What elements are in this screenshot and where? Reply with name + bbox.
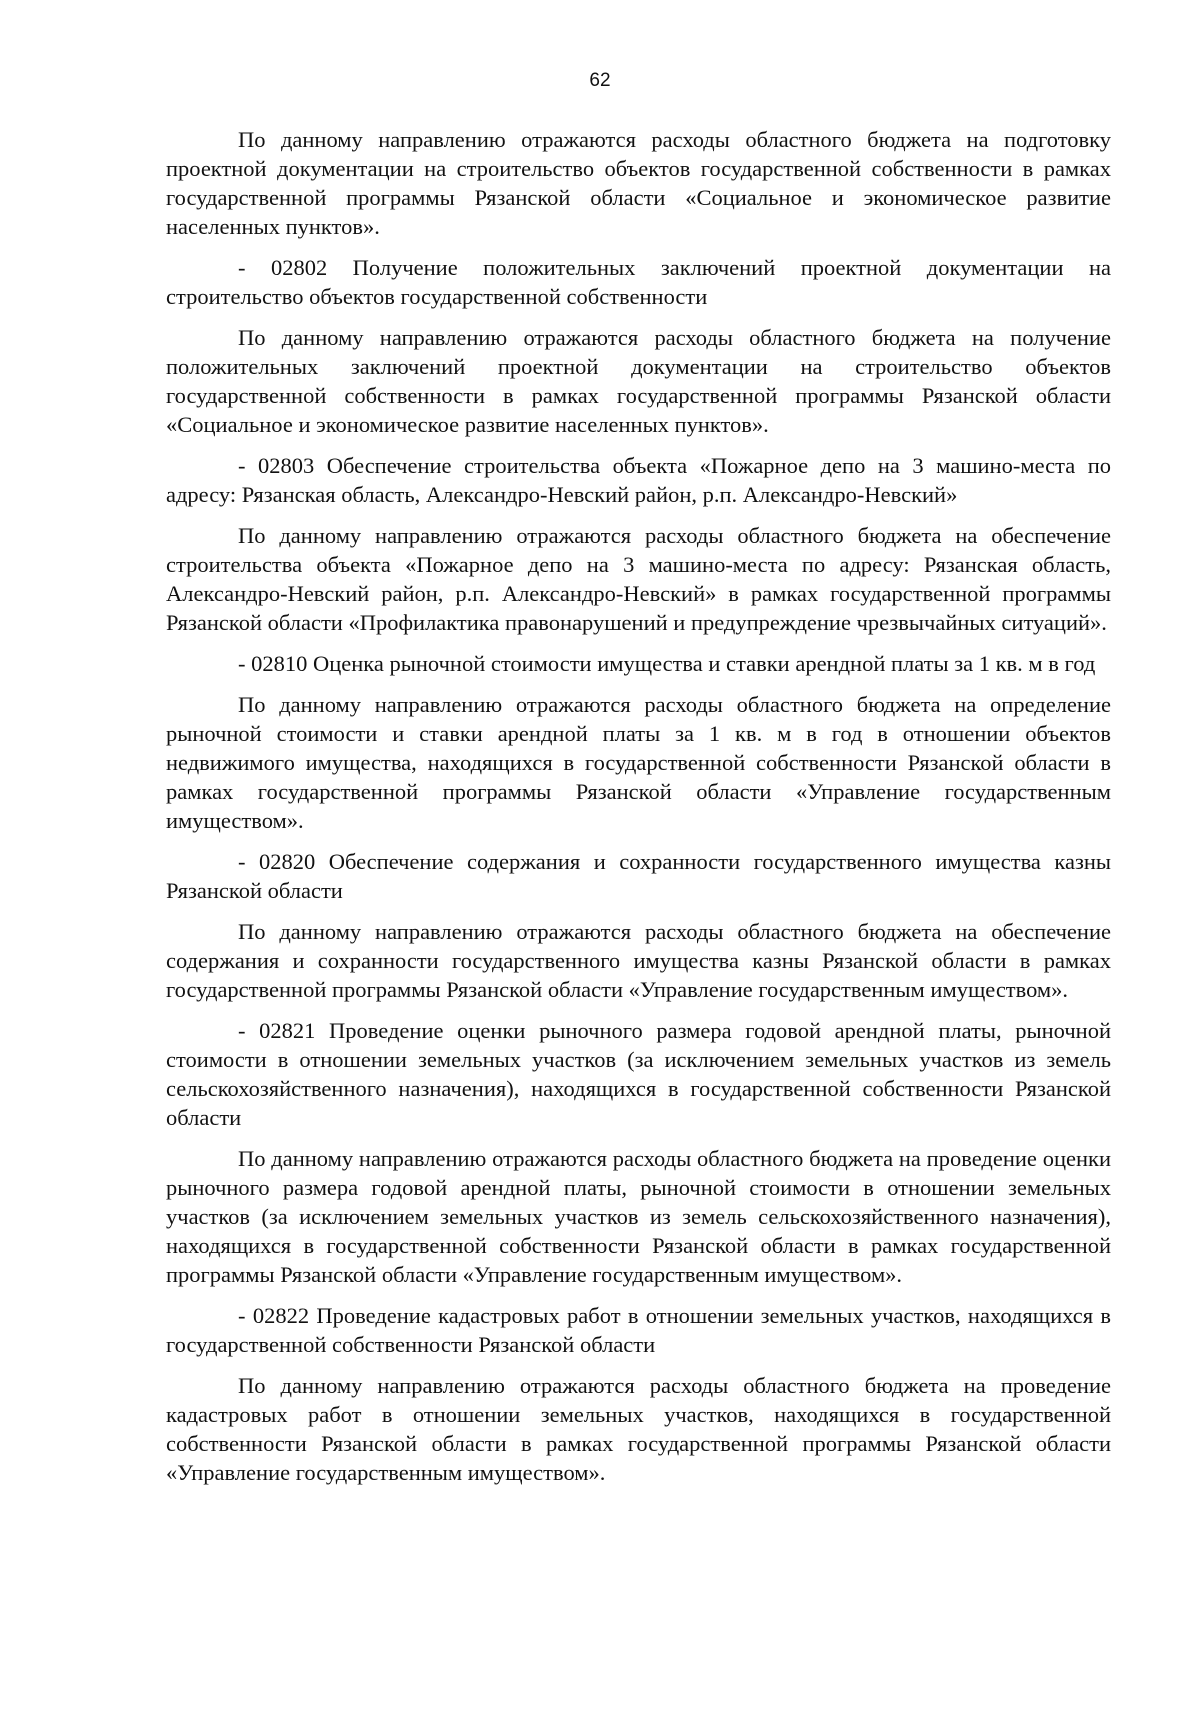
paragraph-description-02801: По данному направлению отражаются расходы областного бюджета на подготовку проектной документации на строительство объектов государственной собственности в рамках государственной программы Рязанской области «Социальное и экономическое развитие населенных пунктов». <box>166 127 1111 239</box>
heading-02820: - 02820 Обеспечение содержания и сохранности государственного имущества казны Рязанской области <box>166 849 1111 903</box>
heading-02802: - 02802 Получение положительных заключений проектной документации на строительство объектов государственной собственности <box>166 255 1111 309</box>
paragraph-description-02820: По данному направлению отражаются расходы областного бюджета на обеспечение содержания и сохранности государственного имущества казны Рязанской области в рамках государственной программы Рязанской области «Управление государственным имуществом». <box>166 919 1111 1002</box>
paragraph-description-02803: По данному направлению отражаются расходы областного бюджета на обеспечение строительства объекта «Пожарное депо на 3 машино-места по адресу: Рязанская область, Александро-Невский район, р.п. Александро-Невский» в рамках государственной программы Рязанской области «Профилактика правонарушений и предупреждение чрезвычайных ситуаций». <box>166 523 1111 635</box>
paragraph-description-02821: По данному направлению отражаются расходы областного бюджета на проведение оценки рыночного размера годовой арендной платы, рыночной стоимости в отношении земельных участков (за исключением земельных участков из земель сельскохозяйственного назначения), находящихся в государственной собственности Рязанской области в рамках государственной программы Рязанской области «Управление государственным имуществом». <box>166 1146 1111 1287</box>
paragraph-description-02822: По данному направлению отражаются расходы областного бюджета на проведение кадастровых работ в отношении земельных участков, находящихся в государственной собственности Рязанской области в рамках государственной программы Рязанской области «Управление государственным имуществом». <box>166 1373 1111 1485</box>
paragraph-description-02802: По данному направлению отражаются расходы областного бюджета на получение положительных заключений проектной документации на строительство объектов государственной собственности в рамках государственной программы Рязанской области «Социальное и экономическое развитие населенных пунктов». <box>166 325 1111 437</box>
heading-02803: - 02803 Обеспечение строительства объекта «Пожарное депо на 3 машино-места по адресу: Рязанская область, Александро-Невский район, р.п. Александро-Невский» <box>166 453 1111 507</box>
paragraph-description-02810: По данному направлению отражаются расходы областного бюджета на определение рыночной стоимости и ставки арендной платы за 1 кв. м в год в отношении объектов недвижимого имущества, находящихся в государственной собственности Рязанской области в рамках государственной программы Рязанской области «Управление государственным имуществом». <box>166 692 1111 833</box>
page-number: 62 <box>589 70 611 91</box>
heading-02821: - 02821 Проведение оценки рыночного размера годовой арендной платы, рыночной стоимости в отношении земельных участков (за исключением земельных участков из земель сельскохозяйственного назначения), находящихся в государственной собственности Рязанской области <box>166 1018 1111 1130</box>
document-body <box>166 125 1111 1499</box>
heading-02810: - 02810 Оценка рыночной стоимости имущества и ставки арендной платы за 1 кв. м в год <box>238 651 1096 676</box>
heading-02822: - 02822 Проведение кадастровых работ в отношении земельных участков, находящихся в государственной собственности Рязанской области <box>166 1303 1111 1357</box>
